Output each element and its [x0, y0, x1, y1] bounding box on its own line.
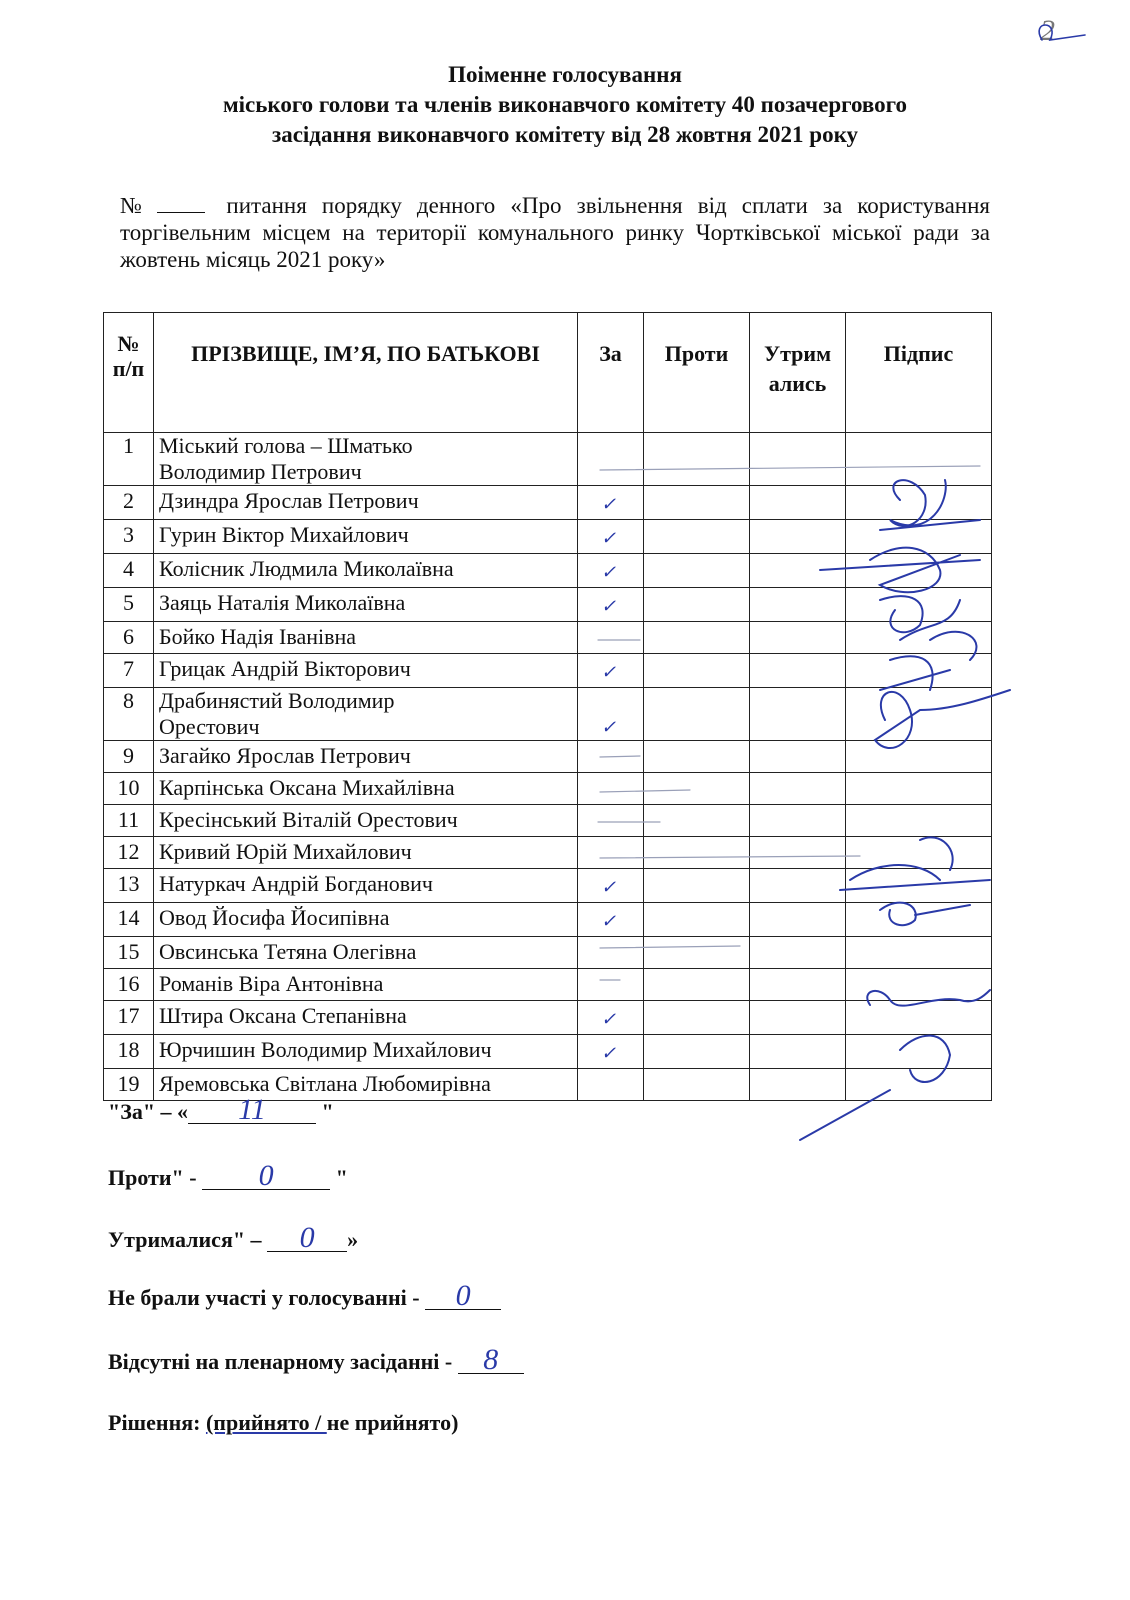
decision-accepted: (прийнято / [205, 1410, 327, 1435]
vote-check: ✓ [601, 877, 617, 897]
table-row: 3 Гурин Віктор Михайлович ✓ [104, 520, 992, 554]
table-row: 6 Бойко Надія Іванівна [104, 622, 992, 654]
number-sign: № [120, 193, 152, 218]
page-number-mark: 2 [1040, 14, 1055, 47]
vote-check: ✓ [601, 528, 617, 548]
summary-not-voted: Не брали участі у голосуванні - 0 [108, 1283, 501, 1311]
abstained-count: 0 [267, 1225, 347, 1252]
table-row: 13 Натуркач Андрій Богданович ✓ [104, 869, 992, 903]
vote-check: ✓ [601, 911, 617, 931]
title-line-3: засідання виконавчого комітету від 28 жовтня 2021 року [271, 122, 859, 147]
summary-against: Проти" - 0 " [108, 1159, 348, 1192]
table-row: 10 Карпінська Оксана Михайлівна [104, 773, 992, 805]
table-row: 8 Драбинястий Володимир Орестович ✓ [104, 688, 992, 741]
table-row: 5 Заяць Наталія Миколаївна ✓ [104, 588, 992, 622]
table-row: 9 Загайко Ярослав Петрович [104, 741, 992, 773]
header-against: Проти [644, 313, 750, 433]
table-row: 17 Штира Оксана Степанівна ✓ [104, 1001, 992, 1035]
not-voted-count: 0 [425, 1283, 501, 1310]
table-row: 1 Міський голова – Шматько Володимир Петрович [104, 433, 992, 486]
summary-for: "За" – « 11 " [108, 1093, 334, 1126]
item-number-blank [157, 194, 205, 213]
decision-line: Рішення: (прийнято / не прийнято) [108, 1410, 459, 1435]
vote-check: ✓ [601, 1043, 617, 1063]
table-row: 15 Овсинська Тетяна Олегівна [104, 937, 992, 969]
header-signature: Підпис [846, 313, 992, 433]
table-row: 4 Колісник Людмила Миколаївна ✓ [104, 554, 992, 588]
table-row: 7 Грицак Андрій Вікторович ✓ [104, 654, 992, 688]
vote-check: ✓ [601, 596, 617, 616]
header-abstained: Утрим ались [750, 313, 846, 433]
document-title [0, 60, 1130, 150]
table-row: 16 Романів Віра Антонівна [104, 969, 992, 1001]
table-row: 2 Дзиндра Ярослав Петрович ✓ [104, 486, 992, 520]
table-row: 12 Кривий Юрій Михайлович [104, 837, 992, 869]
table-row: 14 Овод Йосифа Йосипівна ✓ [104, 903, 992, 937]
absent-count: 8 [458, 1347, 524, 1374]
agenda-item [120, 192, 990, 273]
vote-check: ✓ [601, 562, 617, 582]
vote-table [103, 312, 992, 1101]
vote-check: ✓ [601, 717, 617, 737]
vote-check: ✓ [601, 494, 617, 514]
agenda-text: питання порядку денного «Про звільнення від сплати за користування торгівельним місцем на території комунального ринку Чортківської міської ради за жовтень місяць 2021 року» [120, 193, 991, 272]
summary-abstained: Утрималися" – 0 » [108, 1221, 359, 1254]
title-line-2: міського голови та членів виконавчого комітету 40 позачергового [222, 92, 908, 117]
header-num: № п/п [104, 313, 154, 433]
against-count: 0 [202, 1163, 330, 1190]
header-name: ПРІЗВИЩЕ, ІМ’Я, ПО БАТЬКОВІ [154, 313, 578, 433]
table-row: 19 Яремовська Світлана Любомирівна [104, 1069, 992, 1101]
decision-rejected: не прийнято) [326, 1410, 459, 1435]
table-row: 11 Кресінський Віталій Орестович [104, 805, 992, 837]
table-row: 18 Юрчишин Володимир Михайлович ✓ [104, 1035, 992, 1069]
vote-check: ✓ [601, 1009, 617, 1029]
vote-check: ✓ [601, 662, 617, 682]
summary-absent: Відсутні на пленарному засіданні - 8 [108, 1347, 524, 1375]
for-count: 11 [188, 1097, 316, 1124]
header-for: За [578, 313, 644, 433]
title-line-1: Поіменне голосування [448, 62, 682, 87]
